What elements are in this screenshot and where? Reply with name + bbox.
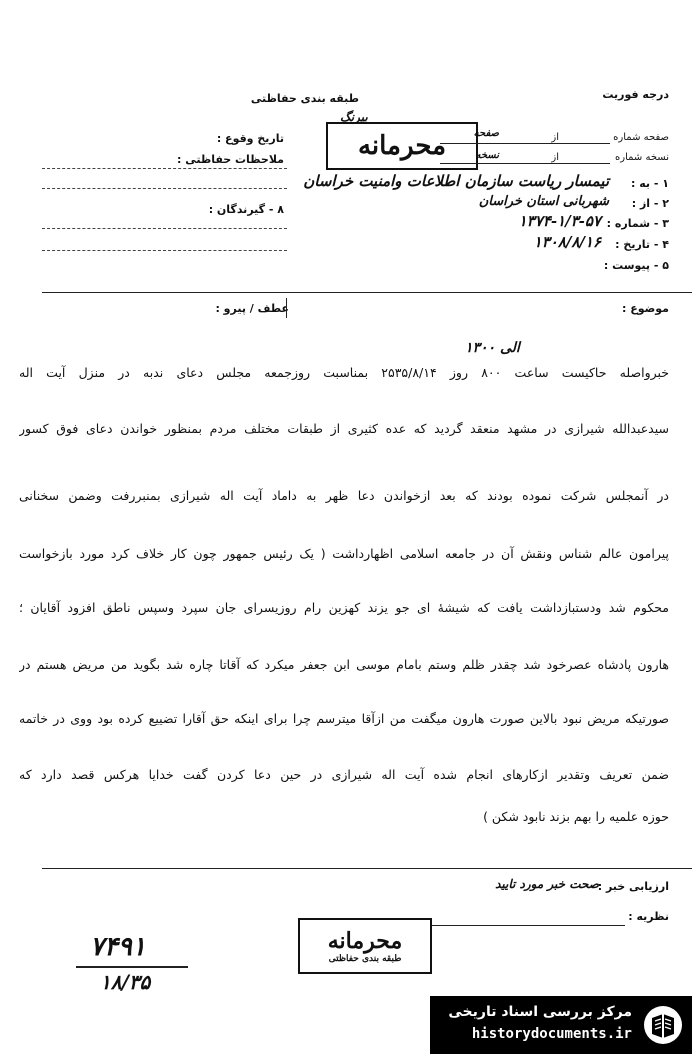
security-notes-label: ملاحظات حفاظتی : xyxy=(176,153,284,166)
number-label: ۳ - شماره : xyxy=(606,217,669,230)
book-archive-icon xyxy=(642,1004,684,1046)
copy-word: نسخه xyxy=(475,150,499,161)
date-label: ۴ - تاریخ : xyxy=(615,238,669,251)
page-word: صفحه xyxy=(473,128,499,139)
recipients-label: ۸ - گیرندگان : xyxy=(208,203,284,216)
page-from-label: از xyxy=(551,132,559,143)
priority-label: درجه فوریت xyxy=(602,88,669,101)
body-line-9: حوزه علمیه را بهم بزند نابود شکن ) xyxy=(483,809,669,824)
footer-banner xyxy=(430,996,692,1054)
archive-number: ۷۴۹۱ xyxy=(90,932,146,962)
classification-label: طبقه بندی حفاظتی xyxy=(250,92,359,105)
stamp-overmark: بیرنگ xyxy=(340,110,368,124)
page-number-label: صفحه شماره xyxy=(613,132,669,143)
body-line-5: محکوم شد ودستبازداشت یافت که شیشهٔ ای جو یزند کهزین رام روزیسرای جان سپرد وسپس ناطق افزود آقایان ؛ xyxy=(19,600,669,615)
notes-line-2 xyxy=(42,188,287,189)
body-line-2: سیدعبدالله شیرازی در مشهد منعقد گردید که عده کثیری از طبقات مختلف مردم بمنظور خواندن دعای فوق کسور xyxy=(19,421,669,436)
copy-number-line xyxy=(440,163,610,164)
footer-url: historydocuments.ir xyxy=(471,1026,632,1042)
lower-separator xyxy=(42,868,692,869)
copy-number-label: نسخه شماره xyxy=(615,152,669,163)
body-line-1: خبرواصله حاکیست ساعت ۸۰۰ روز ۲۵۳۵/۸/۱۴ بمناسبت روزجمعه مجلس دعای ندبه در منزل آیت اله xyxy=(19,365,669,380)
recipients-line-2 xyxy=(42,250,287,251)
subject-divider xyxy=(286,298,287,318)
from-value: شهربانی استان خراسان xyxy=(478,194,609,209)
marginal-note: الی ۱۳۰۰ xyxy=(465,340,520,356)
body-line-8: ضمن تعریف وتقدیر ازکارهای انجام شده آیت اله شیرازی در حین دعا کردن گفت خدایا هرکس قصد دارد که xyxy=(19,767,669,782)
date-value: ۱۳۰۸/۸/۱۶ xyxy=(533,233,601,251)
to-label: ۱ - به : xyxy=(631,177,669,190)
evaluation-label: ارزیابی خبر : xyxy=(597,880,669,893)
evaluation-value: صحت خبر مورد تایید xyxy=(495,877,599,891)
body-line-3: در آنمجلس شرکت نموده بودند که بعد ازخواندن دعا ظهر به داماد آیت اله شیرازی بمنبررفت وضمن سخنانی xyxy=(19,488,669,503)
archive-underline xyxy=(76,966,188,968)
archive-date: ۱۸/۳۵ xyxy=(100,970,151,994)
number-value: ۱۳۷۴-۱/۳-۵۷ xyxy=(518,212,601,230)
page-number-line xyxy=(440,143,610,144)
bottom-stamp-subtext: طبقه بندی حفاظتی xyxy=(328,954,402,964)
header-separator xyxy=(42,292,692,293)
attachment-label: ۵ - پیوست : xyxy=(603,259,669,272)
notes-line-1 xyxy=(42,168,287,169)
bottom-confidential-stamp xyxy=(298,918,432,974)
to-value: تیمسار ریاست سازمان اطلاعات وامنیت خراسان xyxy=(303,172,609,190)
body-line-4: پیرامون عالم شناس ونقش آن در جامعه اسلامی اظهارداشت ( یک رئیس جمهور چون کار خلاف کرد مورد بازخواست xyxy=(19,546,669,561)
confidential-stamp-text: محرمانه xyxy=(357,131,447,161)
footer-title: مرکز بررسی اسناد تاریخی xyxy=(448,1004,632,1020)
from-label: ۲ - از : xyxy=(631,197,669,210)
subject-label: موضوع : xyxy=(622,302,669,315)
reference-label: عطف / پیرو : xyxy=(215,302,289,315)
body-line-6: هارون پادشاه عصرخود شد چقدر ظلم وستم بامام موسی ابن جعفر میکرد که آقاتا چاره شد بگوید من مریض هستم در xyxy=(19,657,669,672)
opinion-label: نظریه : xyxy=(628,910,669,923)
bottom-stamp-text: محرمانه xyxy=(327,928,403,954)
body-line-7: صورتیکه مریض نبود بالاین صورت هارون میگفت من ازآقا میترسم چرا برای اینکه حق آقارا تضییع کرده بود ووی در خاتمه xyxy=(19,711,669,726)
recipients-line-1 xyxy=(42,228,287,229)
copy-from-label: از xyxy=(551,152,559,163)
event-date-label: تاریخ وقوع : xyxy=(216,132,284,145)
